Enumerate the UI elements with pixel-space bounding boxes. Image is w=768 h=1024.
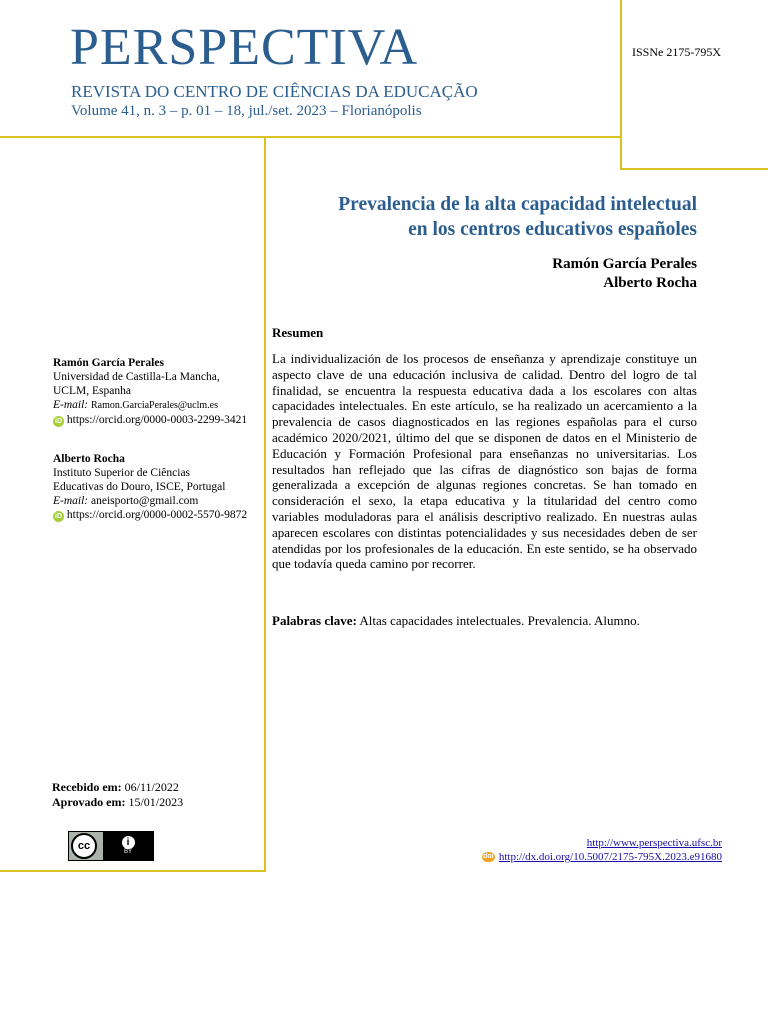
orcid-link[interactable]: https://orcid.org/0000-0003-2299-3421 [66,414,248,426]
article-title [272,192,697,242]
orcid-row [53,413,258,427]
frame-middle-vertical [264,136,266,872]
author-name: Ramón García Perales [552,256,697,272]
received-date: 06/11/2022 [124,780,179,794]
affiliation-institution: Instituto Superior de Ciências [53,467,191,479]
frame-right-bottom [620,168,768,170]
abstract-heading: Resumen [272,325,324,340]
orcid-icon: iD [55,418,62,425]
doi-link[interactable]: http://dx.doi.org/10.5007/2175-795X.2023.e91680 [498,851,722,863]
author-name: Alberto Rocha [603,275,697,291]
received-label: Recebido em: [52,780,122,794]
article-title-line2: en los centros educativos españoles [408,219,697,240]
email-label: E-mail: [53,495,89,507]
issn: ISSNe 2175-795X [632,45,721,59]
article-title-line1: Prevalencia de la alta capacidad intelectual [338,194,697,215]
footer-links [482,836,722,864]
frame-top-line [0,136,622,138]
affiliation-block [53,356,258,427]
email-link[interactable]: aneisporto@gmail.com [91,495,199,507]
cc-by-label: BY [123,849,132,855]
person-icon: i [122,836,135,849]
journal-volume-line: Volume 41, n. 3 – p. 01 – 18, jul./set. 2023 – Florianópolis [71,103,422,119]
approved-date-row [52,795,183,810]
journal-title: PERSPECTIVA [70,19,419,76]
approved-date: 15/01/2023 [128,795,184,809]
received-date-row [52,780,183,795]
doi-row [482,850,722,864]
website-link[interactable]: http://www.perspectiva.ufsc.br [586,837,722,849]
creative-commons-by-icon[interactable] [68,831,154,861]
doi-icon: doi [483,853,494,860]
affiliation-email-row [53,494,258,508]
affiliation-name: Ramón García Perales [53,357,164,369]
orcid-link[interactable]: https://orcid.org/0000-0002-5570-9872 [66,509,248,521]
email-label: E-mail: [53,399,89,411]
abstract-text: La individualización de los procesos de enseñanza y aprendizaje constituye un aspecto clave de una educación inclusiva de calidad. Dentro del logro de tal finalidad, se encuentra la respuesta educativa dada a los escolares con altas capacidades intelectuales. En este artículo, se ha realizado un acercamiento a la prevalencia de casos diagnosticados en las regiones españolas para el curso académico 2020/2021, último del que se disponen de datos en el Ministerio de Educación y Formación Profesional para enseñanzas no universitarias. Los resultados han reflejado que las cifras de diagnóstico son bajas de forma generalizada a excepción de algunas regiones concretas. Se han tomado en consideración el sexo, la etapa educativa y la titularidad del centro como variables moduladoras para el análisis descriptivo realizado. En nuestras aulas aparecen escolares con distintas potencialidades y sus necesidades deben de ser atendidas por los profesionales de la educación. En este sentido, se ha observado que todavía queda camino por recorrer. [272,351,697,572]
affiliation-institution: Universidad de Castilla-La Mancha, [53,371,220,383]
affiliation-name: Alberto Rocha [53,453,125,465]
affiliation-block [53,452,258,522]
affiliation-email-row [53,398,258,413]
keywords-text: Altas capacidades intelectuales. Prevalencia. Alumno. [359,613,640,628]
journal-subtitle: REVISTA DO CENTRO DE CIÊNCIAS DA EDUCAÇÃO [71,82,478,101]
affiliation-country: Educativas do Douro, ISCE, Portugal [53,481,226,493]
approved-label: Aprovado em: [52,795,126,809]
article-authors [400,255,697,293]
email-link[interactable]: Ramon.GarciaPerales@uclm.es [91,400,218,411]
frame-bottom-line [0,870,266,872]
affiliation-country: UCLM, Espanha [53,385,131,397]
frame-right-vertical [620,0,622,170]
keywords-label: Palabras clave: [272,613,357,628]
orcid-row [53,508,258,522]
cc-logo-icon: cc [71,833,97,859]
cc-by-panel [103,832,153,860]
keywords [272,613,697,629]
orcid-icon: iD [55,513,62,520]
submission-dates [52,780,183,810]
